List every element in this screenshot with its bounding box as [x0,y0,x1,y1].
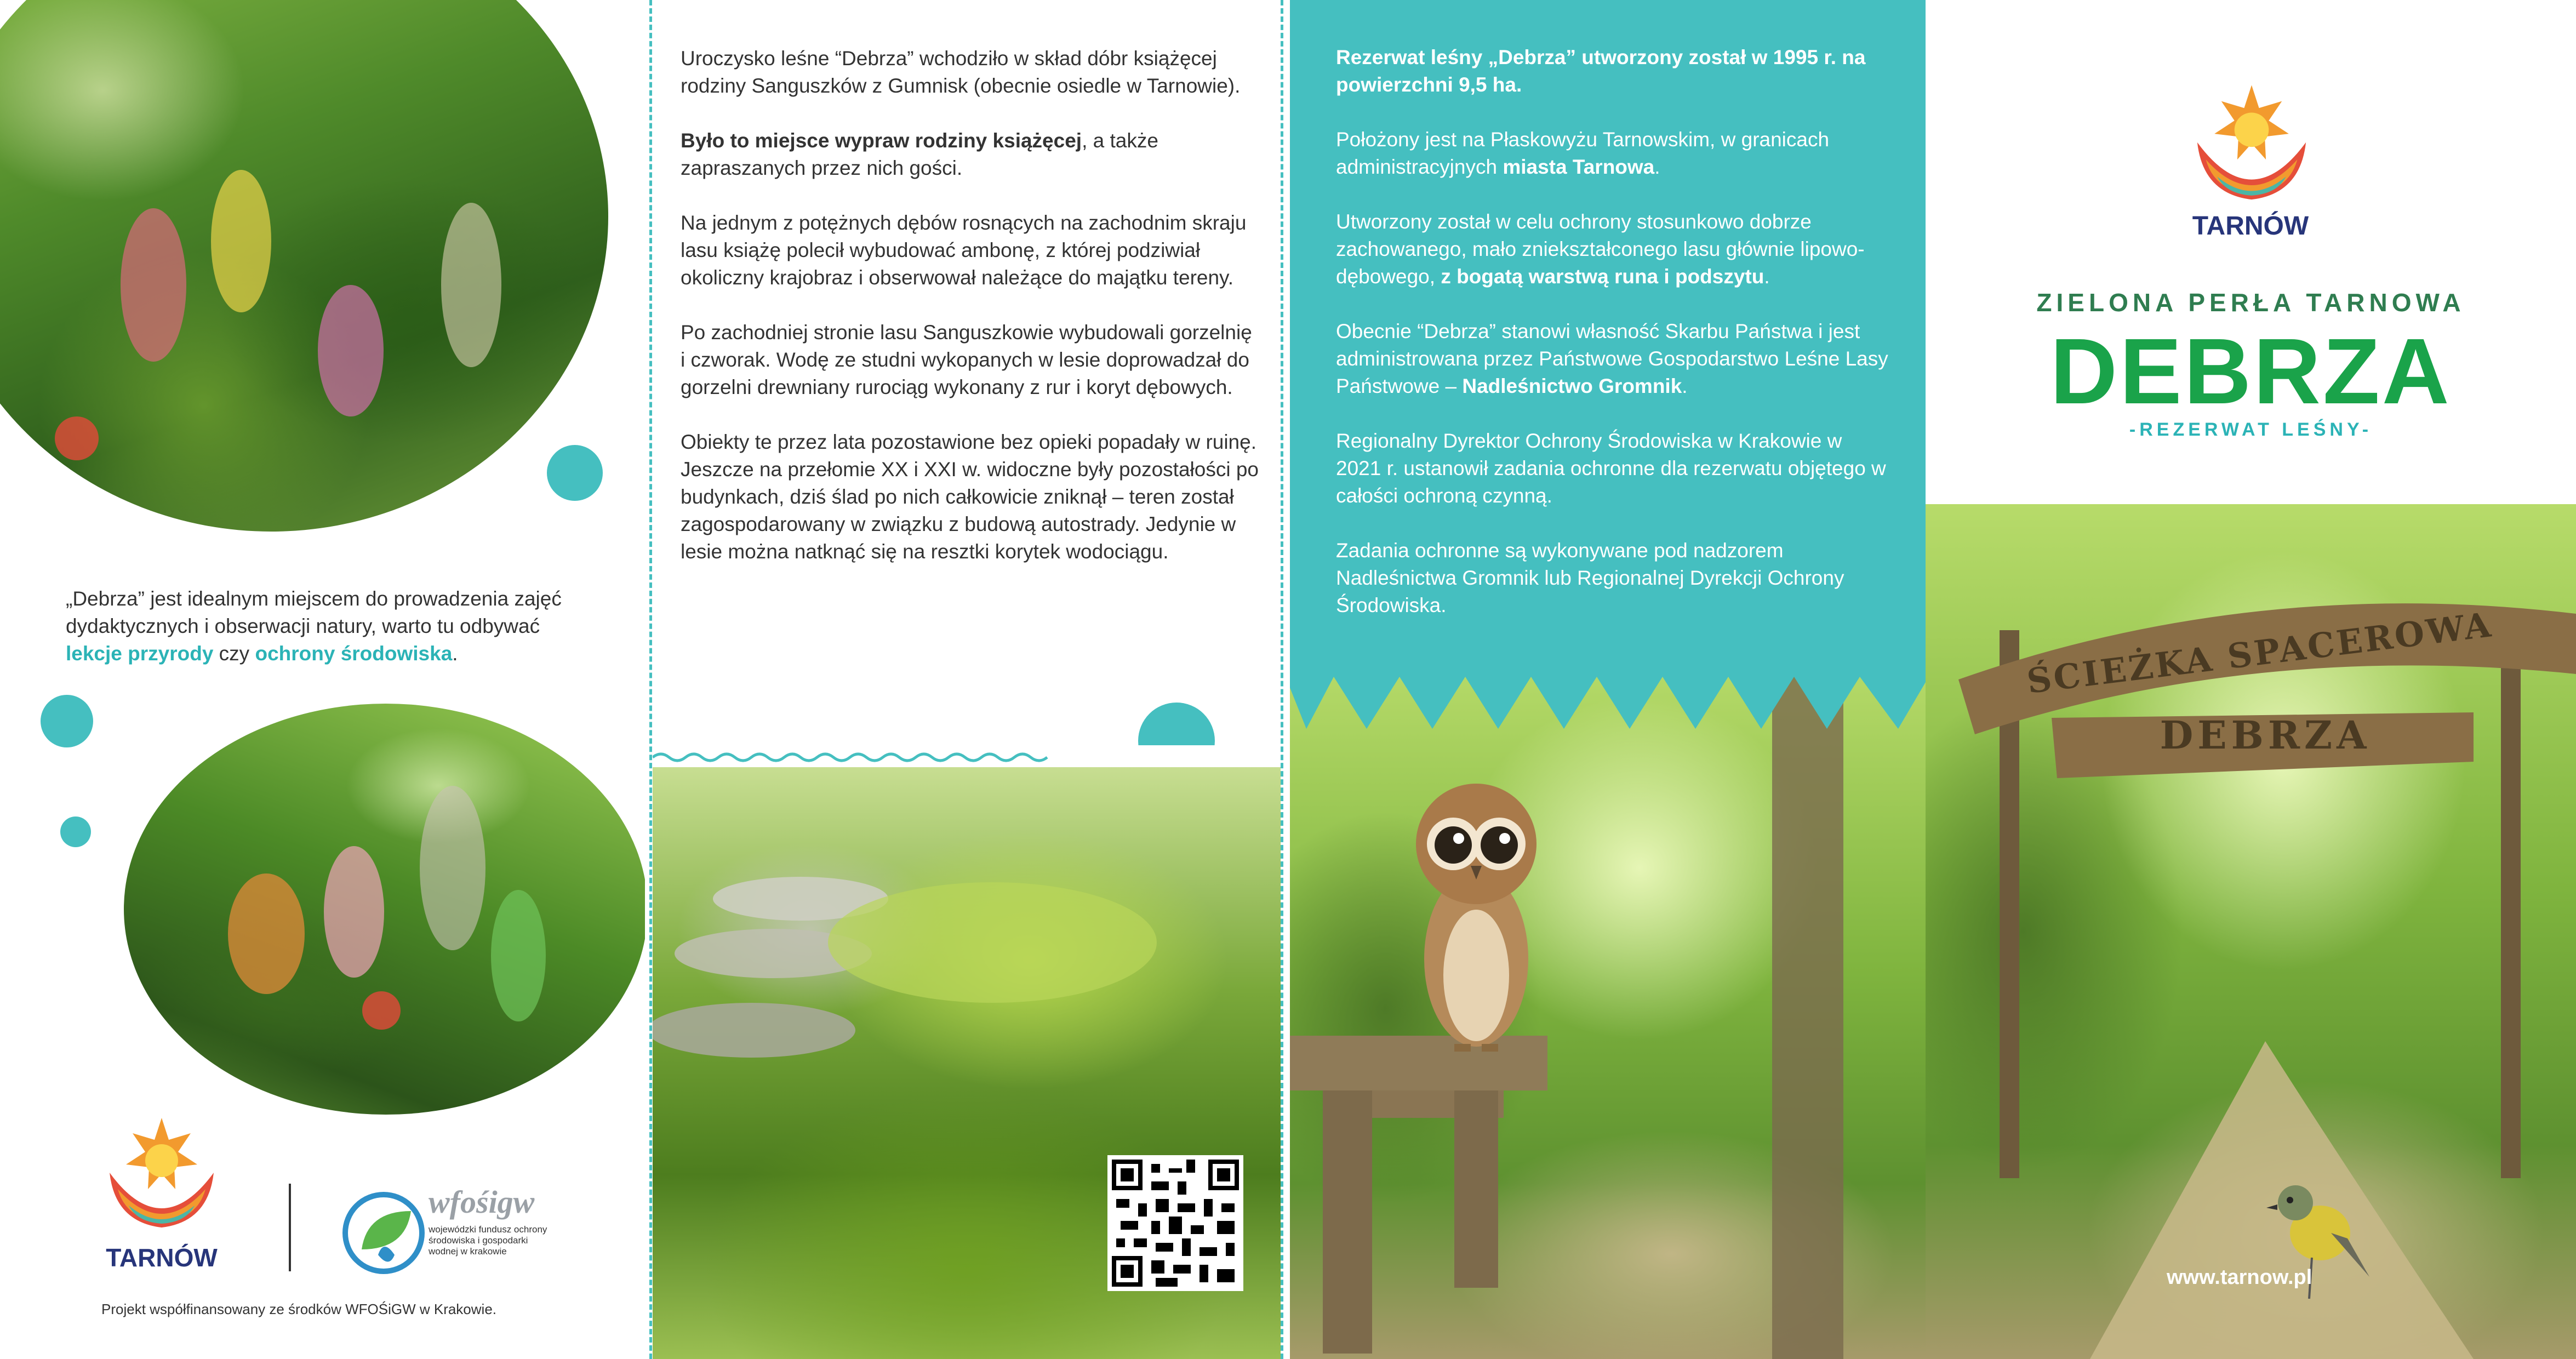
reserve-p3-text: Utworzony został w celu ochrony stosunkowo dobrze zachowanego, mało zniekształconego lasu głównie lipowo-dębowego, [1336,210,1865,288]
panel-history [645,0,1290,1359]
photo-owl-bench [1290,658,1926,1359]
reserve-text [1336,44,1889,647]
decorative-dot [547,445,603,501]
photo-children-exploring [124,704,645,1115]
reserve-p4 [1336,318,1889,400]
info-teal-box [1290,0,1926,677]
decorative-dot [60,816,91,847]
reserve-p2-text: Położony jest na Płaskowyżu Tarnowskim, w granicach administracyjnych [1336,128,1830,178]
reserve-p4-bold: Nadleśnictwo Gromnik [1462,375,1682,397]
reserve-p4-text: Obecnie “Debrza” stanowi własność Skarbu Państwa i jest administrowana przez Państwowe Gospodarstwo Leśne Lasy Państwowe – [1336,320,1888,397]
reserve-p2-bold: miasta Tarnowa [1503,156,1655,178]
history-p4: Po zachodniej stronie lasu Sanguszkowie wybudowali gorzelnię i czworak. Wodę ze studni wykopanych w lesie doprowadzał do gorzelni drewniany rurociąg wykonany z rur i koryt dębowych. [681,321,1252,398]
reserve-p2 [1336,126,1889,181]
fold-line-right [1281,0,1283,1359]
logo-divider [289,1184,291,1271]
history-p3: Na jednym z potężnych dębów rosnących na zachodnim skraju lasu książę polecił wybudować ambonę, z której podziwiał okoliczny krajobraz i obserwował należące do majątku tereny. [681,212,1247,289]
wfosigw-caption: wojewódzki fundusz ochrony środowiska i gospodarki wodnej w krakowie [429,1224,547,1257]
website-link[interactable]: www.tarnow.pl [2167,1266,2312,1289]
history-p1: Uroczysko leśne “Debrza” wchodziło w skład dóbr książęcej rodziny Sanguszków z Gumnisk (obecnie osiedle w Tarnowie). [681,47,1241,97]
panel-cover [1926,0,2576,1359]
tarnow-logo-text: TARNÓW [2192,212,2309,241]
reserve-p3 [1336,208,1889,290]
intro-text-mid: czy [213,642,255,665]
intro-text: „Debrza” jest idealnym miejscem do prowadzenia zajęć dydaktycznych i obserwacji natury, warto tu odbywać [66,587,562,637]
history-p2-rest: , a także zapraszanych przez nich gości. [681,129,1158,179]
tarnow-sun-logo-icon [99,1112,225,1238]
owl-illustration-icon [1410,773,1542,1058]
reserve-p1-bold: Rezerwat leśny „Debrza” utworzony został w 1995 r. na powierzchni 9,5 ha. [1336,46,1866,96]
link-lekcje-przyrody: lekcje przyrody [66,642,214,665]
history-p2 [681,127,1261,182]
sign-text-line1: ŚCIEŻKA SPACEROWA [2024,604,2495,701]
panel-education [0,0,645,1359]
intro-paragraph [66,585,592,667]
footer-note: Projekt współfinansowany ze środków WFOŚiGW w Krakowie. [101,1301,497,1317]
decorative-dot [41,695,93,747]
wfosigw-logo-text: wfośigw [429,1184,535,1220]
panel-reserve-info [1290,0,1926,1359]
reserve-p2-end: . [1654,156,1660,178]
intro-text-end: . [452,642,458,665]
photo-children-in-forest [0,0,608,532]
sign-text-line2: DEBRZA [2160,712,2371,758]
wave-border-icon [653,745,1281,767]
wfosigw-leaf-logo-icon [340,1189,427,1277]
tarnow-logo-text: TARNÓW [106,1243,218,1272]
photo-forest-path [1926,504,2576,1359]
reserve-p6: Zadania ochronne są wykonywane pod nadzorem Nadleśnictwa Gromnik lub Regionalnej Dyrekcji Ochrony Środowiska. [1336,539,1844,616]
zigzag-edge [1290,677,1926,732]
history-p2-bold: Było to miejsce wypraw rodziny książęcej [681,129,1082,152]
reserve-p1 [1336,44,1889,99]
reserve-p4-end: . [1682,375,1688,397]
title-subtitle: -REZERWAT LEŚNY- [2129,419,2373,440]
link-ochrony-srodowiska: ochrony środowiska [255,642,453,665]
qr-code-icon[interactable] [1107,1155,1243,1291]
tarnow-sun-logo-icon [2186,79,2317,211]
reserve-p5: Regionalny Dyrektor Ochrony Środowiska w Krakowie w 2021 r. ustanowił zadania ochronne dla rezerwatu objętego w całości ochroną czynną. [1336,430,1886,507]
title-main: DEBRZA [2050,319,2452,424]
fold-line-left [649,0,652,1359]
title-kicker: ZIELONA PERŁA TARNOWA [2036,288,2465,317]
history-p5: Obiekty te przez lata pozostawione bez opieki popadały w ruinę. Jeszcze na przełomie XX i XXI w. widoczne były pozostałości po budynkach, dziś ślad po nich całkowicie zniknął – teren został zagospodarowany w związku z budową autostrady. Jedynie w lesie można natknąć się na resztki korytek wodociągu. [681,431,1259,563]
reserve-p3-end: . [1764,265,1770,288]
reserve-p3-bold: z bogatą warstwą runa i podszytu [1441,265,1764,288]
history-text [681,45,1261,593]
